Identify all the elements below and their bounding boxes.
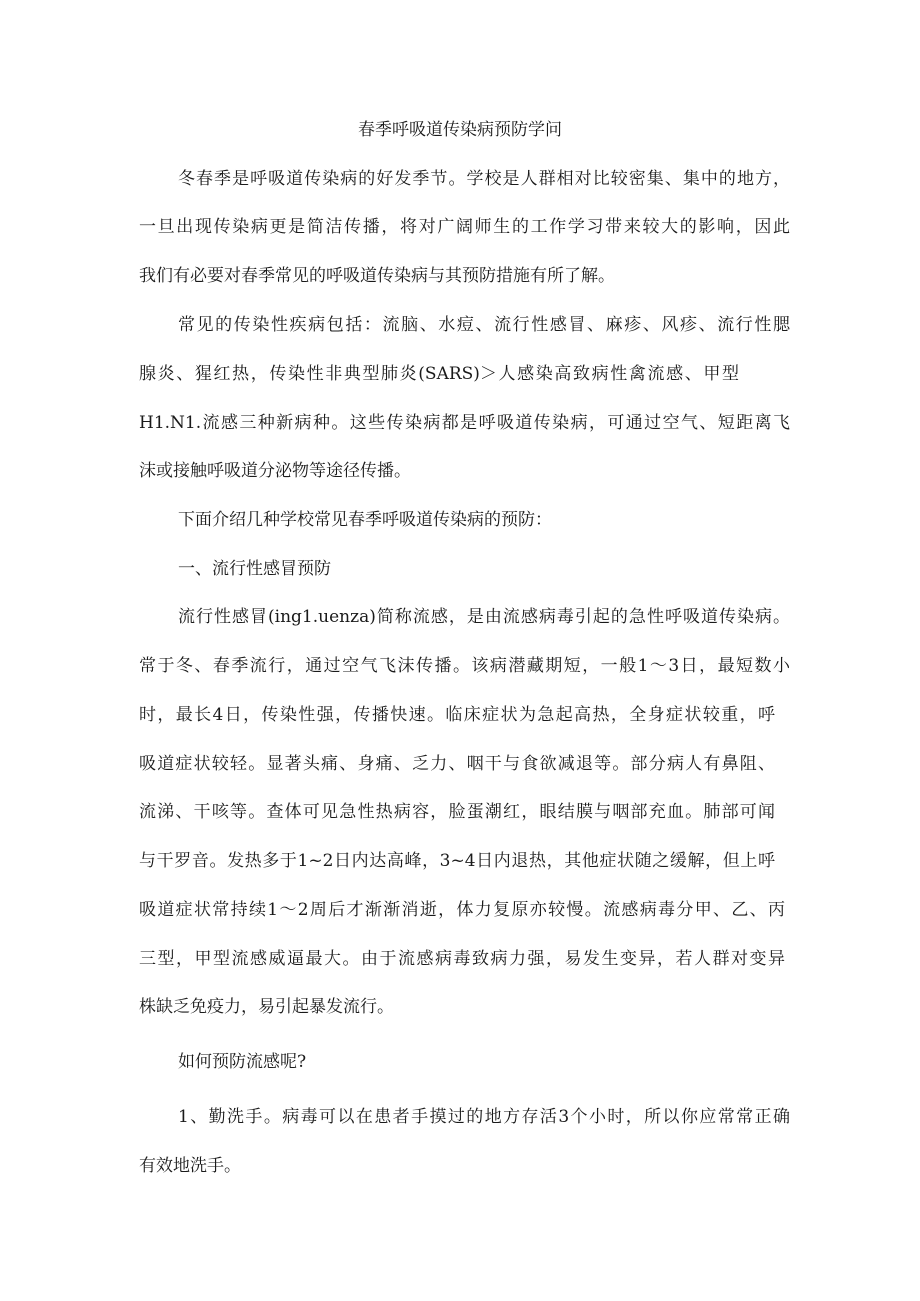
paragraph-line: 三型，甲型流感威逼最大。由于流感病毒致病力强，易发生变异，若人群对变异 xyxy=(139,949,785,969)
document-title: 春季呼吸道传染病预防学问 xyxy=(358,120,562,140)
paragraph-line: 一旦出现传染病更是简洁传播，将对广阔师生的工作学习带来较大的影响，因此 xyxy=(139,217,790,237)
section-heading: 如何预防流感呢? xyxy=(178,1052,307,1072)
paragraph-line: 腺炎、猩红热，传染性非典型肺炎(SARS)＞人感染高致病性禽流感、甲型 xyxy=(139,364,739,384)
paragraph-line: 下面介绍几种学校常见春季呼吸道传染病的预防： xyxy=(178,510,552,530)
paragraph-line: 与干罗音。发热多于1~2日内达高峰，3~4日内退热，其他症状随之缓解，但上呼 xyxy=(139,851,775,871)
paragraph-line: 有效地洗手。 xyxy=(139,1156,241,1176)
paragraph-line: 株缺乏免疫力，易引起暴发流行。 xyxy=(139,997,394,1017)
paragraph-line: 冬春季是呼吸道传染病的好发季节。学校是人群相对比较密集、集中的地方， xyxy=(178,169,790,189)
paragraph-line: 我们有必要对春季常见的呼吸道传染病与其预防措施有所了解。 xyxy=(139,266,615,286)
section-heading: 一、流行性感冒预防 xyxy=(178,559,331,579)
paragraph-line: 吸道症状较轻。显著头痛、身痛、乏力、咽干与食欲减退等。部分病人有鼻阻、 xyxy=(139,754,775,774)
paragraph-line: 流行性感冒(ing1.uenza)简称流感，是由流感病毒引起的急性呼吸道传染病。 xyxy=(178,607,790,627)
paragraph-line: 沫或接触呼吸道分泌物等途径传播。 xyxy=(139,461,411,481)
paragraph-line: 时，最长4日，传染性强，传播快速。临床症状为急起高热，全身症状较重，呼 xyxy=(139,705,775,725)
paragraph-line: 吸道症状常持续1〜2周后才渐渐消逝，体力复原亦较慢。流感病毒分甲、乙、丙 xyxy=(139,900,785,920)
paragraph-line: 常于冬、春季流行，通过空气飞沫传播。该病潜藏期短，一般1〜3日，最短数小 xyxy=(139,656,790,676)
paragraph-line: 1、勤洗手。病毒可以在患者手摸过的地方存活3个小时，所以你应常常正确 xyxy=(178,1107,790,1127)
paragraph-line: 流涕、干咳等。查体可见急性热病容，脸蛋潮红，眼结膜与咽部充血。肺部可闻 xyxy=(139,802,775,822)
paragraph-line: H1.N1.流感三种新病种。这些传染病都是呼吸道传染病，可通过空气、短距离飞 xyxy=(139,413,790,433)
paragraph-line: 常见的传染性疾病包括：流脑、水痘、流行性感冒、麻疹、风疹、流行性腮 xyxy=(178,315,790,335)
